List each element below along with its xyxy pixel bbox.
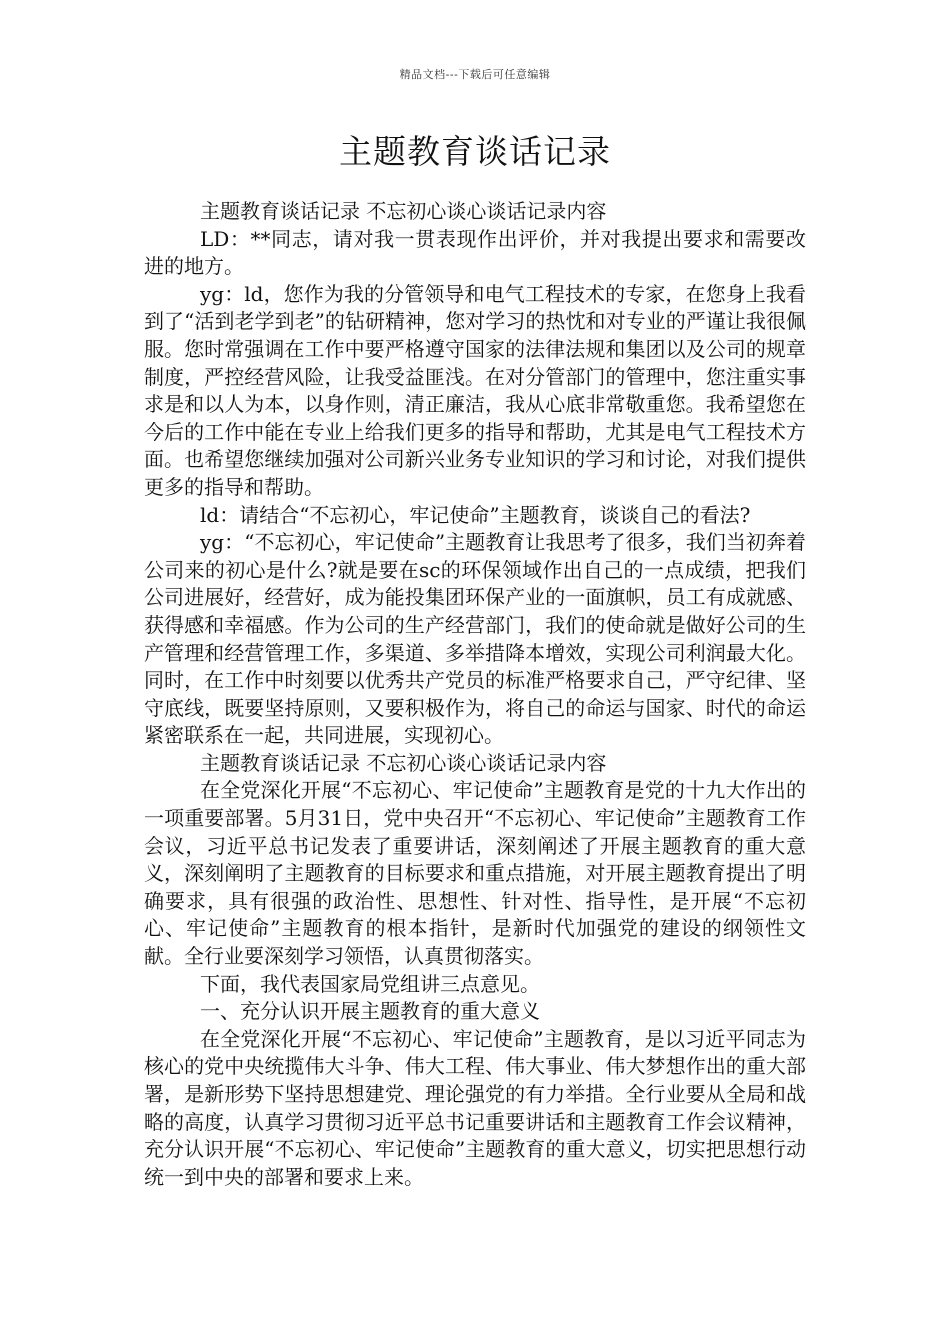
paragraph: 在全党深化开展“不忘初心、牢记使命”主题教育，是以习近平同志为核心的党中央统揽伟大斗争、伟大工程、伟大事业、伟大梦想作出的重大部署，是新形势下坚持思想建党、理论强党的有力举措。全行业要从全局和战略的高度，认真学习贯彻习近平总书记重要讲话和主题教育工作会议精神，充分认识开展“不忘初心、牢记使命”主题教育的重大意义，切实把思想行动统一到中央的部署和要求上来。 (144, 1026, 806, 1189)
paragraph: ld：请结合“不忘初心，牢记使命”主题教育，谈谈自己的看法? (200, 502, 751, 527)
paragraph: 主题教育谈话记录 不忘初心谈心谈话记录内容 (200, 199, 607, 223)
paragraph: 下面，我代表国家局党组讲三点意见。 (200, 971, 540, 996)
paragraph: 主题教育谈话记录 不忘初心谈心谈话记录内容 (200, 750, 607, 775)
paragraph: yg：ld，您作为我的分管领导和电气工程技术的专家，在您身上我看到了“活到老学到老”的钻研精神，您对学习的热忱和对专业的严谨让我很佩服。您时常强调在工作中要严格遵守国家的法律法规和集团以及公司的规章制度，严控经营风险，让我受益匪浅。在对分管部门的管理中，您注重实事求是和以人为本，以身作则，清正廉洁，我从心底非常敬重您。我希望您在今后的工作中能在专业上给我们更多的指导和帮助，尤其是电气工程技术方面。也希望您继续加强对公司新兴业务专业知识的学习和讨论，对我们提供更多的指导和帮助。 (144, 281, 806, 499)
section-heading: 一、充分认识开展主题教育的重大意义 (200, 999, 540, 1024)
paragraph: 在全党深化开展“不忘初心、牢记使命”主题教育是党的十九大作出的一项重要部署。5月31日，党中央召开“不忘初心、牢记使命”主题教育工作会议，习近平总书记发表了重要讲话，深刻阐述了开展主题教育的重大意义，深刻阐明了主题教育的目标要求和重点措施，对开展主题教育提出了明确要求，具有很强的政治性、思想性、针对性、指导性，是开展“不忘初心、牢记使命”主题教育的根本指针，是新时代加强党的建设的纲领性文献。全行业要深刻学习领悟，认真贯彻落实。 (144, 778, 806, 969)
header-note: 精品文档---下载后可任意编辑 (399, 68, 551, 81)
document-title: 主题教育谈话记录 (339, 132, 611, 171)
paragraph: yg：“不忘初心，牢记使命”主题教育让我思考了很多，我们当初奔着公司来的初心是什么?就是要在sc的环保领域作出自己的一点成绩，把我们公司进展好，经营好，成为能投集团环保产业的一面旗帜，员工有成就感、获得感和幸福感。作为公司的生产经营部门，我们的使命就是做好公司的生产管理和经营管理工作，多渠道、多举措降本增效，实现公司利润最大化。同时，在工作中时刻要以优秀共产党员的标准严格要求自己，严守纪律、坚守底线，既要坚持原则，又要积极作为，将自己的命运与国家、时代的命运紧密联系在一起，共同进展，实现初心。 (144, 530, 806, 748)
paragraph: LD：**同志，请对我一贯表现作出评价，并对我提出要求和需要改进的地方。 (144, 226, 806, 279)
document-body (144, 198, 806, 1191)
